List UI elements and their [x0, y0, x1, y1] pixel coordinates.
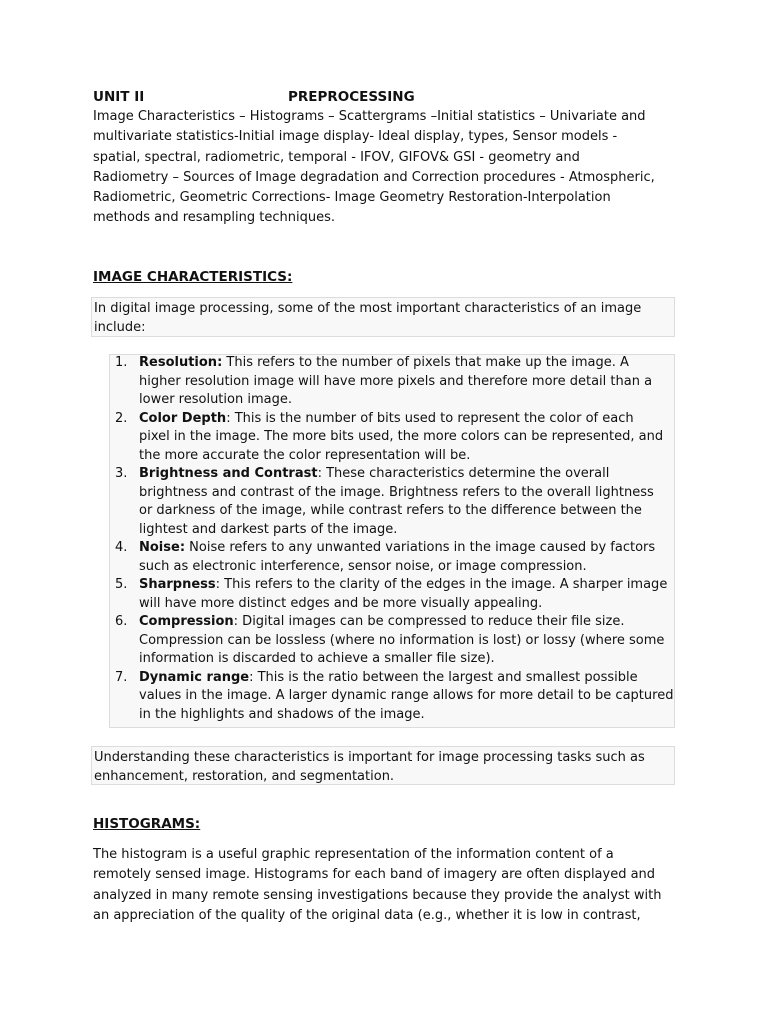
item-text: or darkness of the image, while contrast refers to the difference between the: [139, 503, 642, 518]
item-text: lightest and darkest parts of the image.: [139, 521, 398, 537]
item-number: 5.: [115, 577, 128, 592]
item-number: 1.: [115, 355, 128, 370]
item-text: pixel in the image. The more bits used, the more colors can be represented, and: [139, 429, 664, 444]
item-number: 2.: [115, 410, 128, 426]
intro-box: [91, 297, 675, 337]
item-term: Compression: [139, 614, 234, 629]
item-term: Brightness and Contrast: [139, 466, 318, 481]
item-text: higher resolution image will have more pixels and therefore more detail than a: [139, 373, 653, 389]
item-term: Sharpness: [139, 577, 216, 592]
item-text: the more accurate the color representation will be.: [139, 447, 471, 463]
syllabus-line: multivariate statistics-Initial image display- Ideal display, types, Sensor models -: [93, 129, 618, 145]
item-number: 4.: [115, 540, 128, 555]
item-text: information is discarded to achieve a smaller file size).: [139, 651, 495, 666]
item-text: values in the image. A larger dynamic range allows for more detail to be captured: [139, 688, 674, 703]
syllabus-line: Image Characteristics – Histograms – Scattergrams –Initial statistics – Univariate and: [93, 109, 646, 124]
list-item: [112, 539, 676, 576]
image-characteristics-heading: IMAGE CHARACTERISTICS:: [93, 269, 293, 285]
item-term: Resolution:: [139, 355, 223, 370]
item-text: Noise refers to any unwanted variations in the image caused by factors: [185, 540, 656, 555]
item-term: Color Depth: [139, 410, 227, 426]
item-text: : This refers to the clarity of the edges in the image. A sharper image: [215, 577, 668, 592]
conclusion-box: [91, 746, 675, 785]
item-text: : This is the ratio between the largest and smallest possible: [249, 669, 638, 685]
histogram-line: an appreciation of the quality of the original data (e.g., whether it is low in contrast,: [93, 907, 641, 923]
intro-line: include:: [94, 319, 146, 335]
item-number: 3.: [115, 466, 128, 481]
histograms-paragraph: [93, 845, 683, 926]
syllabus-line: Radiometry – Sources of Image degradation and Correction procedures - Atmospheric,: [93, 169, 655, 185]
histograms-heading: HISTOGRAMS:: [93, 816, 201, 832]
histogram-line: The histogram is a useful graphic representation of the information content of a: [93, 847, 614, 862]
item-number: 6.: [115, 614, 128, 629]
histogram-line: analyzed in many remote sensing investigations because they provide the analyst with: [93, 887, 662, 903]
item-text: This refers to the number of pixels that make up the image. A: [222, 355, 629, 370]
syllabus-line: spatial, spectral, radiometric, temporal - IFOV, GIFOV& GSI - geometry and: [93, 149, 580, 165]
conclusion-line: enhancement, restoration, and segmentation.: [94, 768, 395, 784]
item-text: such as electronic interference, sensor noise, or image compression.: [139, 558, 587, 574]
list-item: [112, 576, 676, 613]
histogram-line: remotely sensed image. Histograms for each band of imagery are often displayed and: [93, 867, 656, 883]
item-term: Noise:: [139, 540, 186, 555]
item-number: 7.: [115, 669, 128, 685]
item-text: brightness and contrast of the image. Brightness refers to the overall lightness: [139, 484, 654, 500]
list-item: [112, 613, 676, 669]
item-text: : This is the number of bits used to represent the color of each: [226, 410, 634, 426]
intro-line: In digital image processing, some of the most important characteristics of an image: [94, 301, 642, 316]
item-text: will have more distinct edges and be more visually appealing.: [139, 595, 543, 611]
list-item: [112, 354, 676, 410]
syllabus-line: methods and resampling techniques.: [93, 210, 335, 226]
item-text: in the highlights and shadows of the image.: [139, 706, 425, 722]
item-text: : Digital images can be compressed to reduce their file size.: [233, 614, 625, 629]
characteristics-list: [112, 354, 676, 724]
list-item: [112, 465, 676, 539]
item-text: : These characteristics determine the overall: [317, 466, 610, 481]
unit-title: PREPROCESSING: [288, 89, 415, 105]
list-item: [112, 410, 676, 466]
item-term: Dynamic range: [139, 669, 250, 685]
conclusion-line: Understanding these characteristics is important for image processing tasks such as: [94, 750, 645, 765]
unit-label: UNIT II: [93, 89, 145, 105]
item-text: Compression can be lossless (where no information is lost) or lossy (where some: [139, 632, 665, 648]
syllabus-paragraph: [93, 107, 683, 229]
list-item: [112, 669, 676, 725]
item-text: lower resolution image.: [139, 392, 292, 407]
syllabus-line: Radiometric, Geometric Corrections- Image Geometry Restoration-Interpolation: [93, 190, 611, 206]
